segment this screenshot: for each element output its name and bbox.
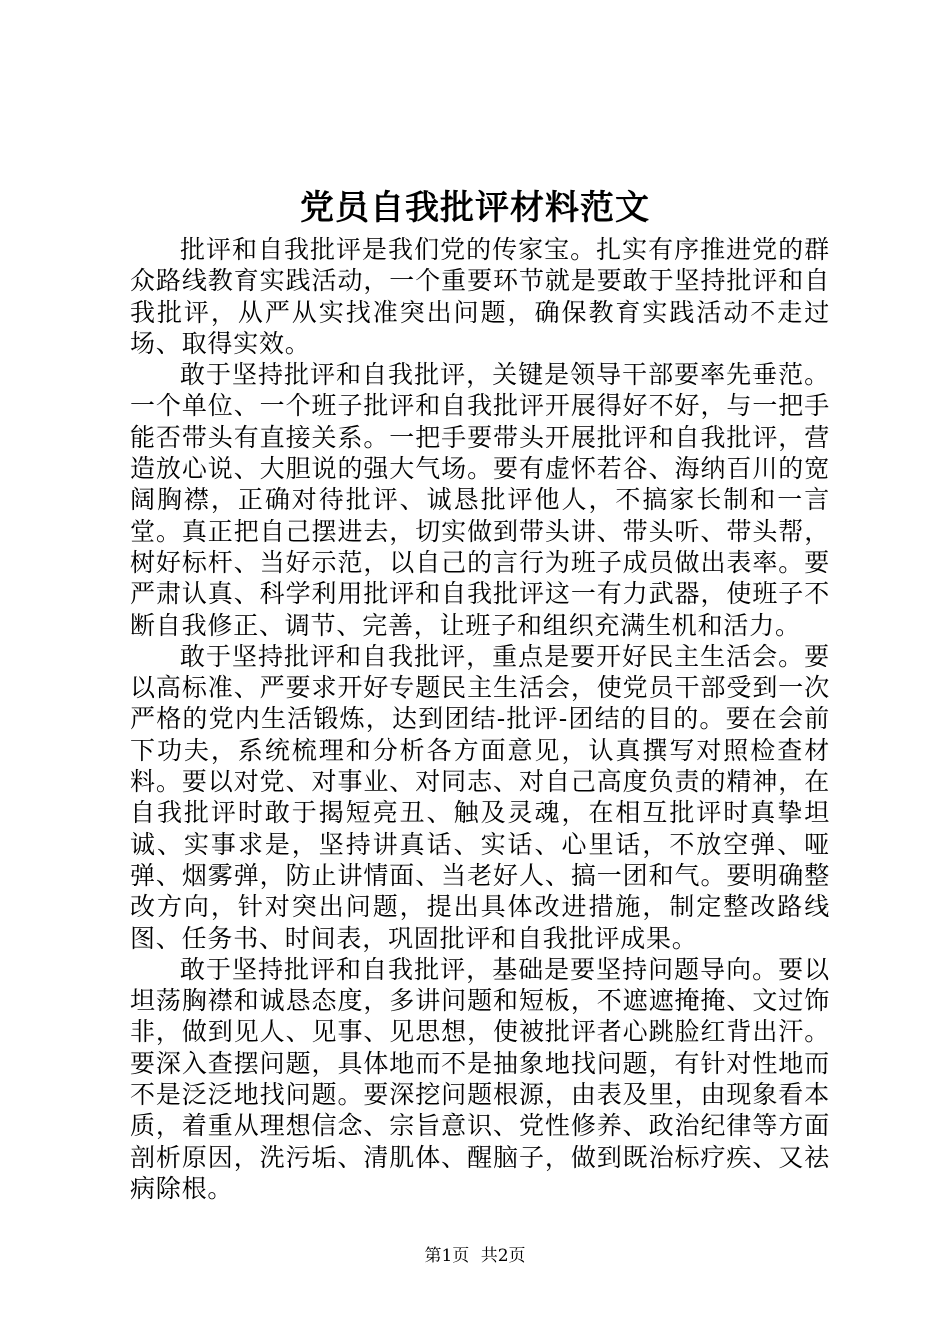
paragraph-3: 敢于坚持批评和自我批评，重点是要开好民主生活会。要以高标准、严要求开好专题民主生活会，使党员干部受到一次严格的党内生活锻炼，达到团结-批评-团结的目的。要在会前下功夫，系统梳理和分析各方面意见，认真撰写对照检查材料。要以对党、对事业、对同志、对自己高度负责的精神，在自我批评时敢于揭短亮丑、触及灵魂，在相互批评时真挚坦诚、实事求是，坚持讲真话、实话、心里话，不放空弹、哑弹、烟雾弹，防止讲情面、当老好人、搞一团和气。要明确整改方向，针对突出问题，提出具体改进措施，制定整改路线图、任务书、时间表，巩固批评和自我批评成果。 [130,641,830,953]
paragraph-2: 敢于坚持批评和自我批评，关键是领导干部要率先垂范。一个单位、一个班子批评和自我批评开展得好不好，与一把手能否带头有直接关系。一把手要带头开展批评和自我批评，营造放心说、大胆说的强大气场。要有虚怀若谷、海纳百川的宽阔胸襟，正确对待批评、诚恳批评他人，不搞家长制和一言堂。真正把自己摆进去，切实做到带头讲、带头听、带头帮，树好标杆、当好示范，以自己的言行为班子成员做出表率。要严肃认真、科学利用批评和自我批评这一有力武器，使班子不断自我修正、调节、完善，让班子和组织充满生机和活力。 [130,360,830,640]
paragraph-4: 敢于坚持批评和自我批评，基础是要坚持问题导向。要以坦荡胸襟和诚恳态度，多讲问题和短板，不遮遮掩掩、文过饰非，做到见人、见事、见思想，使被批评者心跳脸红背出汗。要深入查摆问题，具体地而不是抽象地找问题，有针对性地而不是泛泛地找问题。要深挖问题根源，由表及里，由现象看本质，着重从理想信念、宗旨意识、党性修养、政治纪律等方面剖析原因，洗污垢、清肌体、醒脑子，做到既治标疗疾、又祛病除根。 [130,954,830,1203]
paragraph-1: 批评和自我批评是我们党的传家宝。扎实有序推进党的群众路线教育实践活动，一个重要环节就是要敢于坚持批评和自我批评，从严从实找准突出问题，确保教育实践活动不走过场、取得实效。 [130,235,830,358]
page-number-current: 第1页 [424,1246,470,1266]
document-title: 党员自我批评材料范文 [300,188,650,228]
page-number-total: 共2页 [480,1246,526,1266]
page-footer [0,1244,950,1268]
document-body [130,234,830,1204]
